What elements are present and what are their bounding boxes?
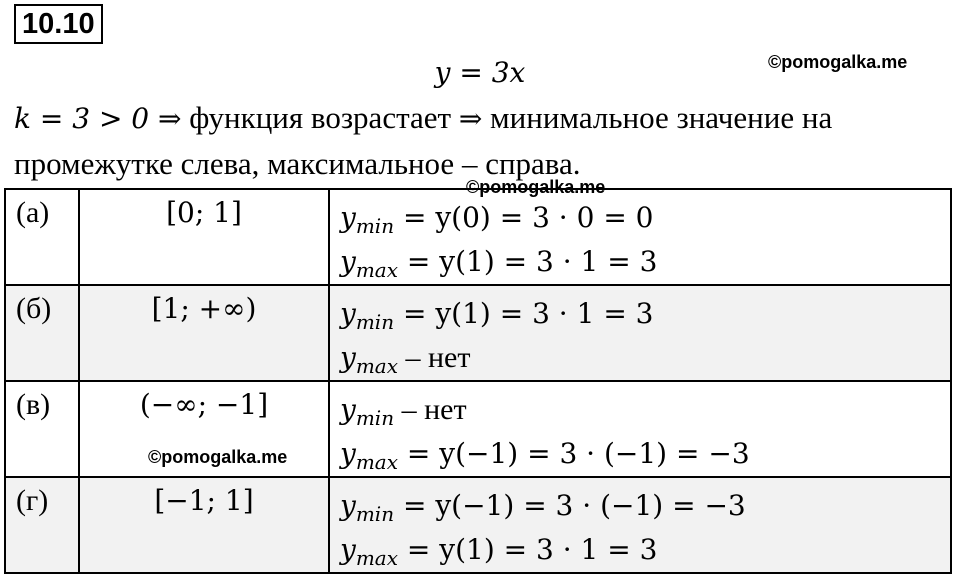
row-values bbox=[329, 477, 951, 573]
paragraph-line-1 bbox=[14, 98, 832, 139]
row-label: (б) bbox=[5, 285, 79, 381]
row-values bbox=[329, 189, 951, 285]
paragraph-text-b: минимальное значение на bbox=[482, 100, 833, 135]
paragraph-math: k = 3 > 0 ⇒ bbox=[14, 102, 182, 135]
table-row bbox=[5, 477, 951, 573]
min-line: $y_{min} = y(-1) = 3 \cdot (-1) = -3$ bbox=[340, 489, 746, 526]
answer-table bbox=[4, 188, 952, 574]
problem-number: 10.10 bbox=[14, 4, 103, 44]
row-label: (в) bbox=[5, 381, 79, 477]
max-line: $y_{max} = y(1) = 3 \cdot 1 = 3$ bbox=[340, 533, 658, 570]
row-values bbox=[329, 381, 951, 477]
row-label: (г) bbox=[5, 477, 79, 573]
min-line: $y_{min} = y(1) = 3 \cdot 1 = 3$ bbox=[340, 297, 654, 334]
min-line: $y_{min} = y(0) = 3 \cdot 0 = 0$ bbox=[340, 201, 654, 238]
max-line: $y_{max}$ – нет bbox=[340, 341, 471, 378]
watermark-middle: ©pomogalka.me bbox=[466, 177, 606, 197]
table-row bbox=[5, 381, 951, 477]
table-row bbox=[5, 285, 951, 381]
row-values bbox=[329, 285, 951, 381]
table-row bbox=[5, 189, 951, 285]
implies-arrow: ⇒ bbox=[458, 102, 483, 135]
row-interval: [−1; 1] bbox=[79, 477, 329, 573]
paragraph-line-2: промежутке слева, максимальное – справа. bbox=[14, 146, 581, 181]
max-line: $y_{max} = y(-1) = 3 \cdot (-1) = -3$ bbox=[340, 437, 750, 474]
watermark-table: ©pomogalka.me bbox=[148, 447, 288, 467]
row-interval: (−∞; −1] ©pomogalka.me bbox=[79, 381, 329, 477]
row-interval: [0; 1] bbox=[79, 189, 329, 285]
paragraph-text-a: функция возрастает bbox=[181, 100, 459, 135]
row-label: (а) bbox=[5, 189, 79, 285]
min-line: $y_{min}$ – нет bbox=[340, 393, 467, 430]
watermark-top: ©pomogalka.me bbox=[768, 52, 908, 72]
row-interval: [1; +∞) bbox=[79, 285, 329, 381]
formula-text: y = 3x bbox=[434, 56, 526, 89]
max-line: $y_{max} = y(1) = 3 \cdot 1 = 3$ bbox=[340, 245, 658, 282]
